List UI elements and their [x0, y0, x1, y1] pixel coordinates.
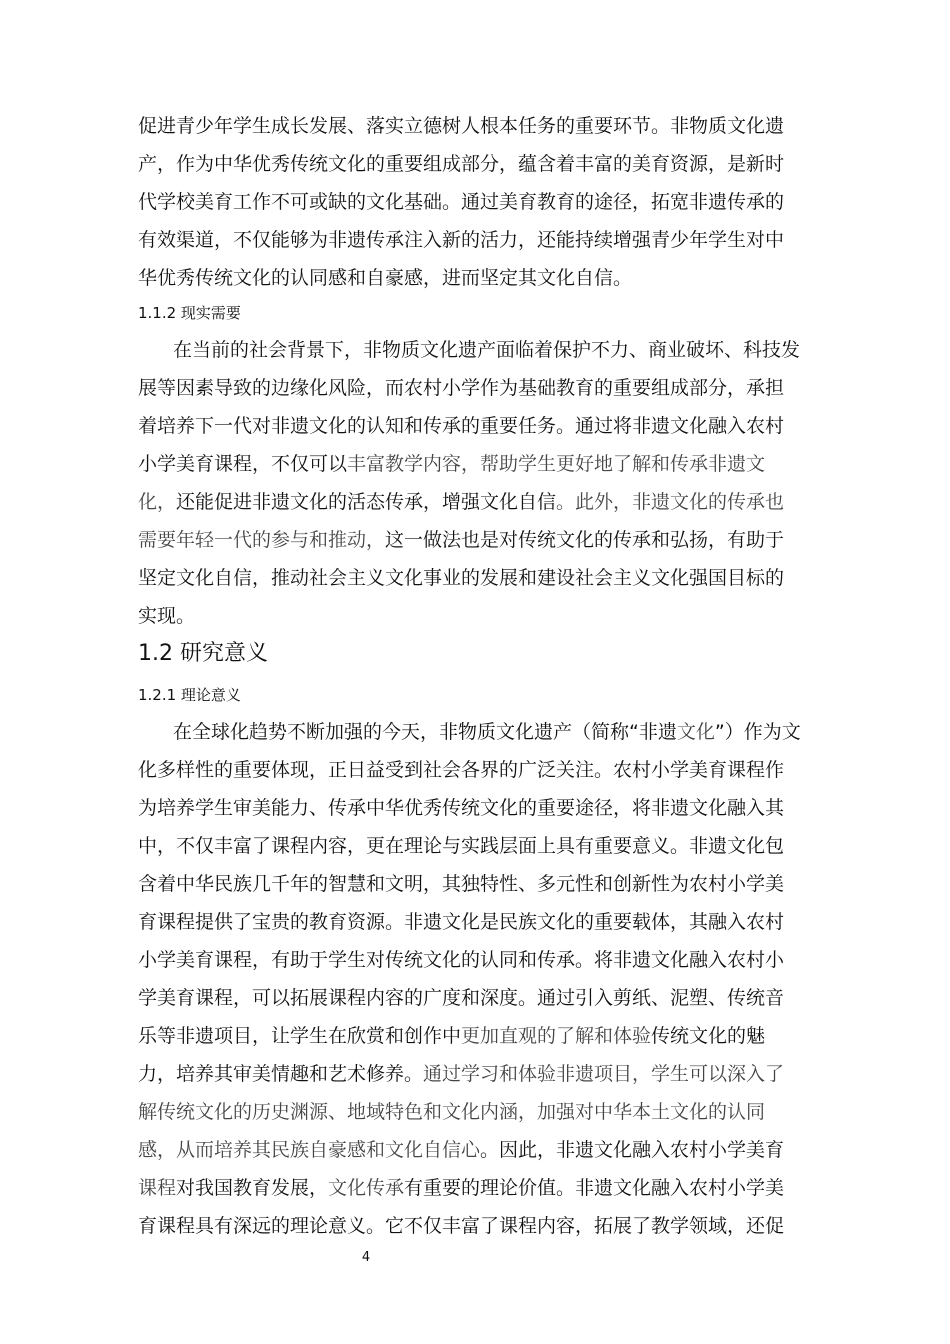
paragraph-line: 代学校美育工作不可或缺的文化基础。通过美育教育的途径，拓宽非遗传承的 — [138, 191, 785, 213]
section-heading-1-2: 1.2 研究意义 — [138, 641, 268, 666]
paragraph-line: 解传统文化的历史渊源、地域特色和文化内涵，加强对中华本土文化的认同 — [138, 1101, 766, 1123]
paragraph-line: 育课程提供了宝贵的教育资源。非遗文化是民族文化的重要载体，其融入农村 — [138, 911, 785, 933]
paragraph-line — [138, 1132, 784, 1168]
text-run: 力，培养其审美情趣和艺术修养。 — [138, 1063, 424, 1085]
paragraph-line: 华优秀传统文化的认同感和自豪感，进而坚定其文化自信。 — [138, 267, 633, 289]
paragraph-line: 着培养下一代对非遗文化的认知和传承的重要任务。通过将非遗文化融入农村 — [138, 415, 785, 437]
paragraph-line: 育课程具有深远的理论意义。它不仅丰富了课程内容，拓展了教学领域，还促 — [138, 1215, 785, 1237]
paragraph-line — [138, 484, 784, 520]
text-run: 非遗文化的传承也 — [632, 491, 785, 513]
text-run: 这一做法也是对传统文化的传承和弘扬，有助于 — [385, 529, 785, 551]
text-run: 需要年轻一代的参与和推动， — [138, 529, 386, 551]
text-run: 。因此，非遗文化融入农村小学美育 — [480, 1139, 785, 1161]
text-run: 小学美育课程，不仅可以 — [138, 453, 348, 475]
paragraph-line — [138, 1056, 784, 1092]
paragraph-line: 展等因素导致的边缘化风险，而农村小学作为基础教育的重要组成部分，承担 — [138, 377, 785, 399]
paragraph-line: 为培养学生审美能力、传承中华优秀传统文化的重要途径，将非遗文化融入其 — [138, 797, 785, 819]
paragraph-line — [173, 714, 801, 750]
paragraph-line — [138, 1018, 765, 1054]
paragraph-line: 促进青少年学生成长发展、落实立德树人根本任务的重要环节。非物质文化遗 — [138, 115, 785, 137]
text-run: ”）作为文 — [714, 721, 801, 743]
page-number: 4 — [361, 1250, 371, 1265]
paragraph-line: 有效渠道，不仅能够为非遗传承注入新的活力，还能持续增强青少年学生对中 — [138, 229, 785, 251]
text-run: 有重要的理论价值。非遗文化融入农村小学美 — [404, 1177, 785, 1199]
section-heading-1-1-2: 1.1.2 现实需要 — [138, 304, 241, 322]
paragraph-line: 产，作为中华优秀传统文化的重要组成部分，蕴含着丰富的美育资源，是新时 — [138, 153, 785, 175]
paragraph-line: 中，不仅丰富了课程内容，更在理论与实践层面上具有重要意义。非遗文化包 — [138, 835, 785, 857]
paragraph-line: 化多样性的重要体现，正日益受到社会各界的广泛关注。农村小学美育课程作 — [138, 759, 785, 781]
text-run: 感，从而培养其民族自豪感和文化自信心 — [138, 1139, 481, 1161]
paragraph-line — [138, 1170, 784, 1206]
text-run: 在全球化趋势不断加强的今天，非物质文化遗产（简称“非遗 — [173, 721, 677, 743]
text-run: 课程 — [138, 1177, 177, 1199]
text-run: 对我国教育发展， — [176, 1177, 329, 1199]
paragraph-line: 实现。 — [138, 605, 196, 627]
paragraph-line: 学美育课程，可以拓展课程内容的广度和深度。通过引入剪纸、泥塑、传统音 — [138, 987, 785, 1009]
text-run: 还能促进非遗文化的活态传承，增强文化自信 — [176, 491, 557, 513]
text-run: 更加直观的了解和体验 — [461, 1025, 652, 1047]
text-run: 文化 — [676, 721, 715, 743]
text-run: 传统文化的魅 — [651, 1025, 766, 1047]
text-run: 丰富教学内容，帮助学生更好地了解和传承非遗文 — [347, 453, 766, 475]
text-run: 通过学习和体验非遗项目，学生可以深入了 — [423, 1063, 785, 1085]
text-run: 。此外， — [556, 491, 633, 513]
paragraph-line: 小学美育课程，有助于学生对传统文化的认同和传承。将非遗文化融入农村小 — [138, 949, 785, 971]
paragraph-line — [138, 446, 765, 482]
paragraph-line: 含着中华民族几千年的智慧和文明，其独特性、多元性和创新性为农村小学美 — [138, 873, 785, 895]
paragraph-line: 坚定文化自信，推动社会主义文化事业的发展和建设社会主义文化强国目标的 — [138, 567, 785, 589]
text-run: 化， — [138, 491, 177, 513]
paragraph-line: 在当前的社会背景下，非物质文化遗产面临着保护不力、商业破坏、科技发 — [173, 339, 801, 361]
text-run: 乐等非遗项目，让学生在欣赏和创作中 — [138, 1025, 462, 1047]
text-run: 文化传承 — [328, 1177, 405, 1199]
section-heading-1-2-1: 1.2.1 理论意义 — [138, 686, 241, 704]
paragraph-line — [138, 522, 784, 558]
